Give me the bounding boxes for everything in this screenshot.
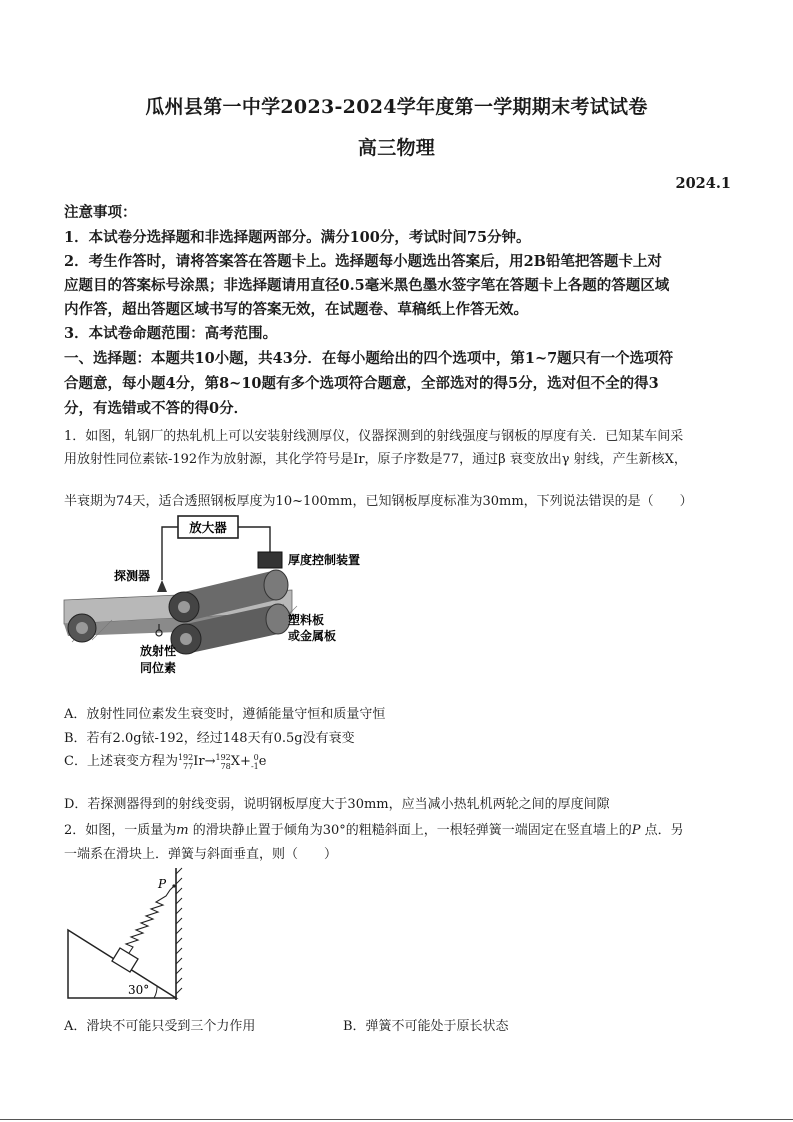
q1-option-a: A．放射性同位素发生衰变时，遵循能量守恒和质量守恒: [64, 707, 386, 722]
ir-mass-number: 192: [177, 752, 194, 762]
notice-item: 3．本试卷命题范围：高考范围。: [64, 325, 278, 342]
notice-heading: 注意事项：: [64, 204, 137, 221]
section-instructions: 分，有选错或不答的得0分．: [64, 400, 249, 417]
ir-atomic-number: 77: [183, 761, 194, 771]
plus-sign: +: [240, 754, 251, 769]
incline-spring-figure: [62, 866, 192, 1004]
point-symbol: P: [631, 823, 641, 838]
q1-option-b: B．若有2.0g铱-192，经过148天有0.5g没有衰变: [64, 731, 355, 746]
e-symbol: e: [258, 754, 267, 769]
source-label: 放射性: [140, 644, 177, 658]
x-mass-number: 192: [215, 752, 231, 762]
source-label-2: 同位素: [140, 661, 177, 675]
exam-subject: 高三物理: [357, 137, 436, 159]
reaction-arrow: →: [204, 754, 216, 769]
spring: [126, 886, 174, 953]
question-2-text: 一端系在滑块上．弹簧与斜面垂直，则（ ）: [64, 847, 338, 862]
detector-icon: [157, 580, 167, 592]
controller-label: 厚度控制装置: [288, 553, 361, 567]
detector-label: 探测器: [114, 569, 151, 583]
q1-option-c: [64, 750, 266, 771]
q1-option-d: D．若探测器得到的射线变弱，说明钢板厚度大于30mm，应当减小热轧机两轮之间的厚度间隙: [64, 797, 610, 812]
exam-date: 2024.1: [675, 175, 731, 192]
exam-title: 瓜州县第一中学2023-2024学年度第一学期期末考试试卷: [145, 96, 648, 118]
plate-label: 塑料板: [288, 613, 325, 627]
x-atomic-number: 78: [220, 761, 231, 771]
notice-item: 应题目的答案标号涂黑；非选择题请用直径0.5毫米黑色墨水签字笔在答题卡上各题的答题区域: [64, 277, 670, 294]
question-1-text: 1．如图，轧钢厂的热轧机上可以安装射线测厚仪，仪器探测到的射线强度与钢板的厚度有关．已知某车间采: [64, 429, 684, 444]
amplifier-label: 放大器: [189, 520, 227, 535]
point-p-label: P: [158, 877, 167, 891]
ir-symbol: Ir: [193, 754, 205, 769]
page-bottom-rule: [0, 1119, 793, 1120]
q2-text-part: 点．另: [640, 823, 684, 838]
question-1-text: 用放射性同位素铱-192作为放射源，其化学符号是Ir，原子序数是77，通过β 衰变放出γ 射线，产生新核X，: [64, 452, 687, 467]
point-p: [172, 884, 175, 887]
angle-label: 30°: [128, 983, 150, 997]
notice-item: 1．本试卷分选择题和非选择题两部分。满分100分，考试时间75分钟。: [64, 229, 531, 246]
rolling-mill-figure: [62, 512, 392, 690]
q1-option-c-prefix: C．上述衰变方程为: [64, 754, 178, 769]
e-mass-number: 0: [253, 752, 259, 762]
slider-block: [112, 948, 138, 972]
section-instructions: 合题意，每小题4分，第8~10题有多个选项符合题意，全部选对的得5分，选对但不全的得3: [64, 375, 659, 392]
q2-text-part: 2．如图，一质量为: [64, 823, 177, 838]
question-2-text: [64, 819, 734, 838]
controller-box: [258, 552, 282, 568]
notice-item: 内作答，超出答题区域书写的答案无效，在试题卷、草稿纸上作答无效。: [64, 301, 528, 318]
e-charge-number: -1: [250, 761, 259, 771]
q2-option-b: B．弹簧不可能处于原长状态: [343, 1019, 509, 1034]
question-1-text: 半衰期为74天，适合透照钢板厚度为10~100mm，已知钢板厚度标准为30mm，下列说法错误的是（ ）: [64, 494, 693, 509]
q2-text-part: 的滑块静止置于倾角为30°的粗糙斜面上，一根轻弹簧一端固定在竖直墙上的: [188, 823, 632, 838]
notice-item: 2．考生作答时，请将答案答在答题卡上。选择题每小题选出答案后，用2B铅笔把答题卡上对: [64, 253, 662, 270]
section-instructions: 一、选择题：本题共10小题，共43分．在每小题给出的四个选项中，第1~7题只有一个选项符: [64, 350, 674, 367]
q2-option-a: A．滑块不可能只受到三个力作用: [64, 1019, 256, 1034]
plate-label-2: 或金属板: [288, 629, 337, 643]
mass-symbol: m: [176, 823, 189, 838]
x-symbol: X: [230, 754, 241, 769]
